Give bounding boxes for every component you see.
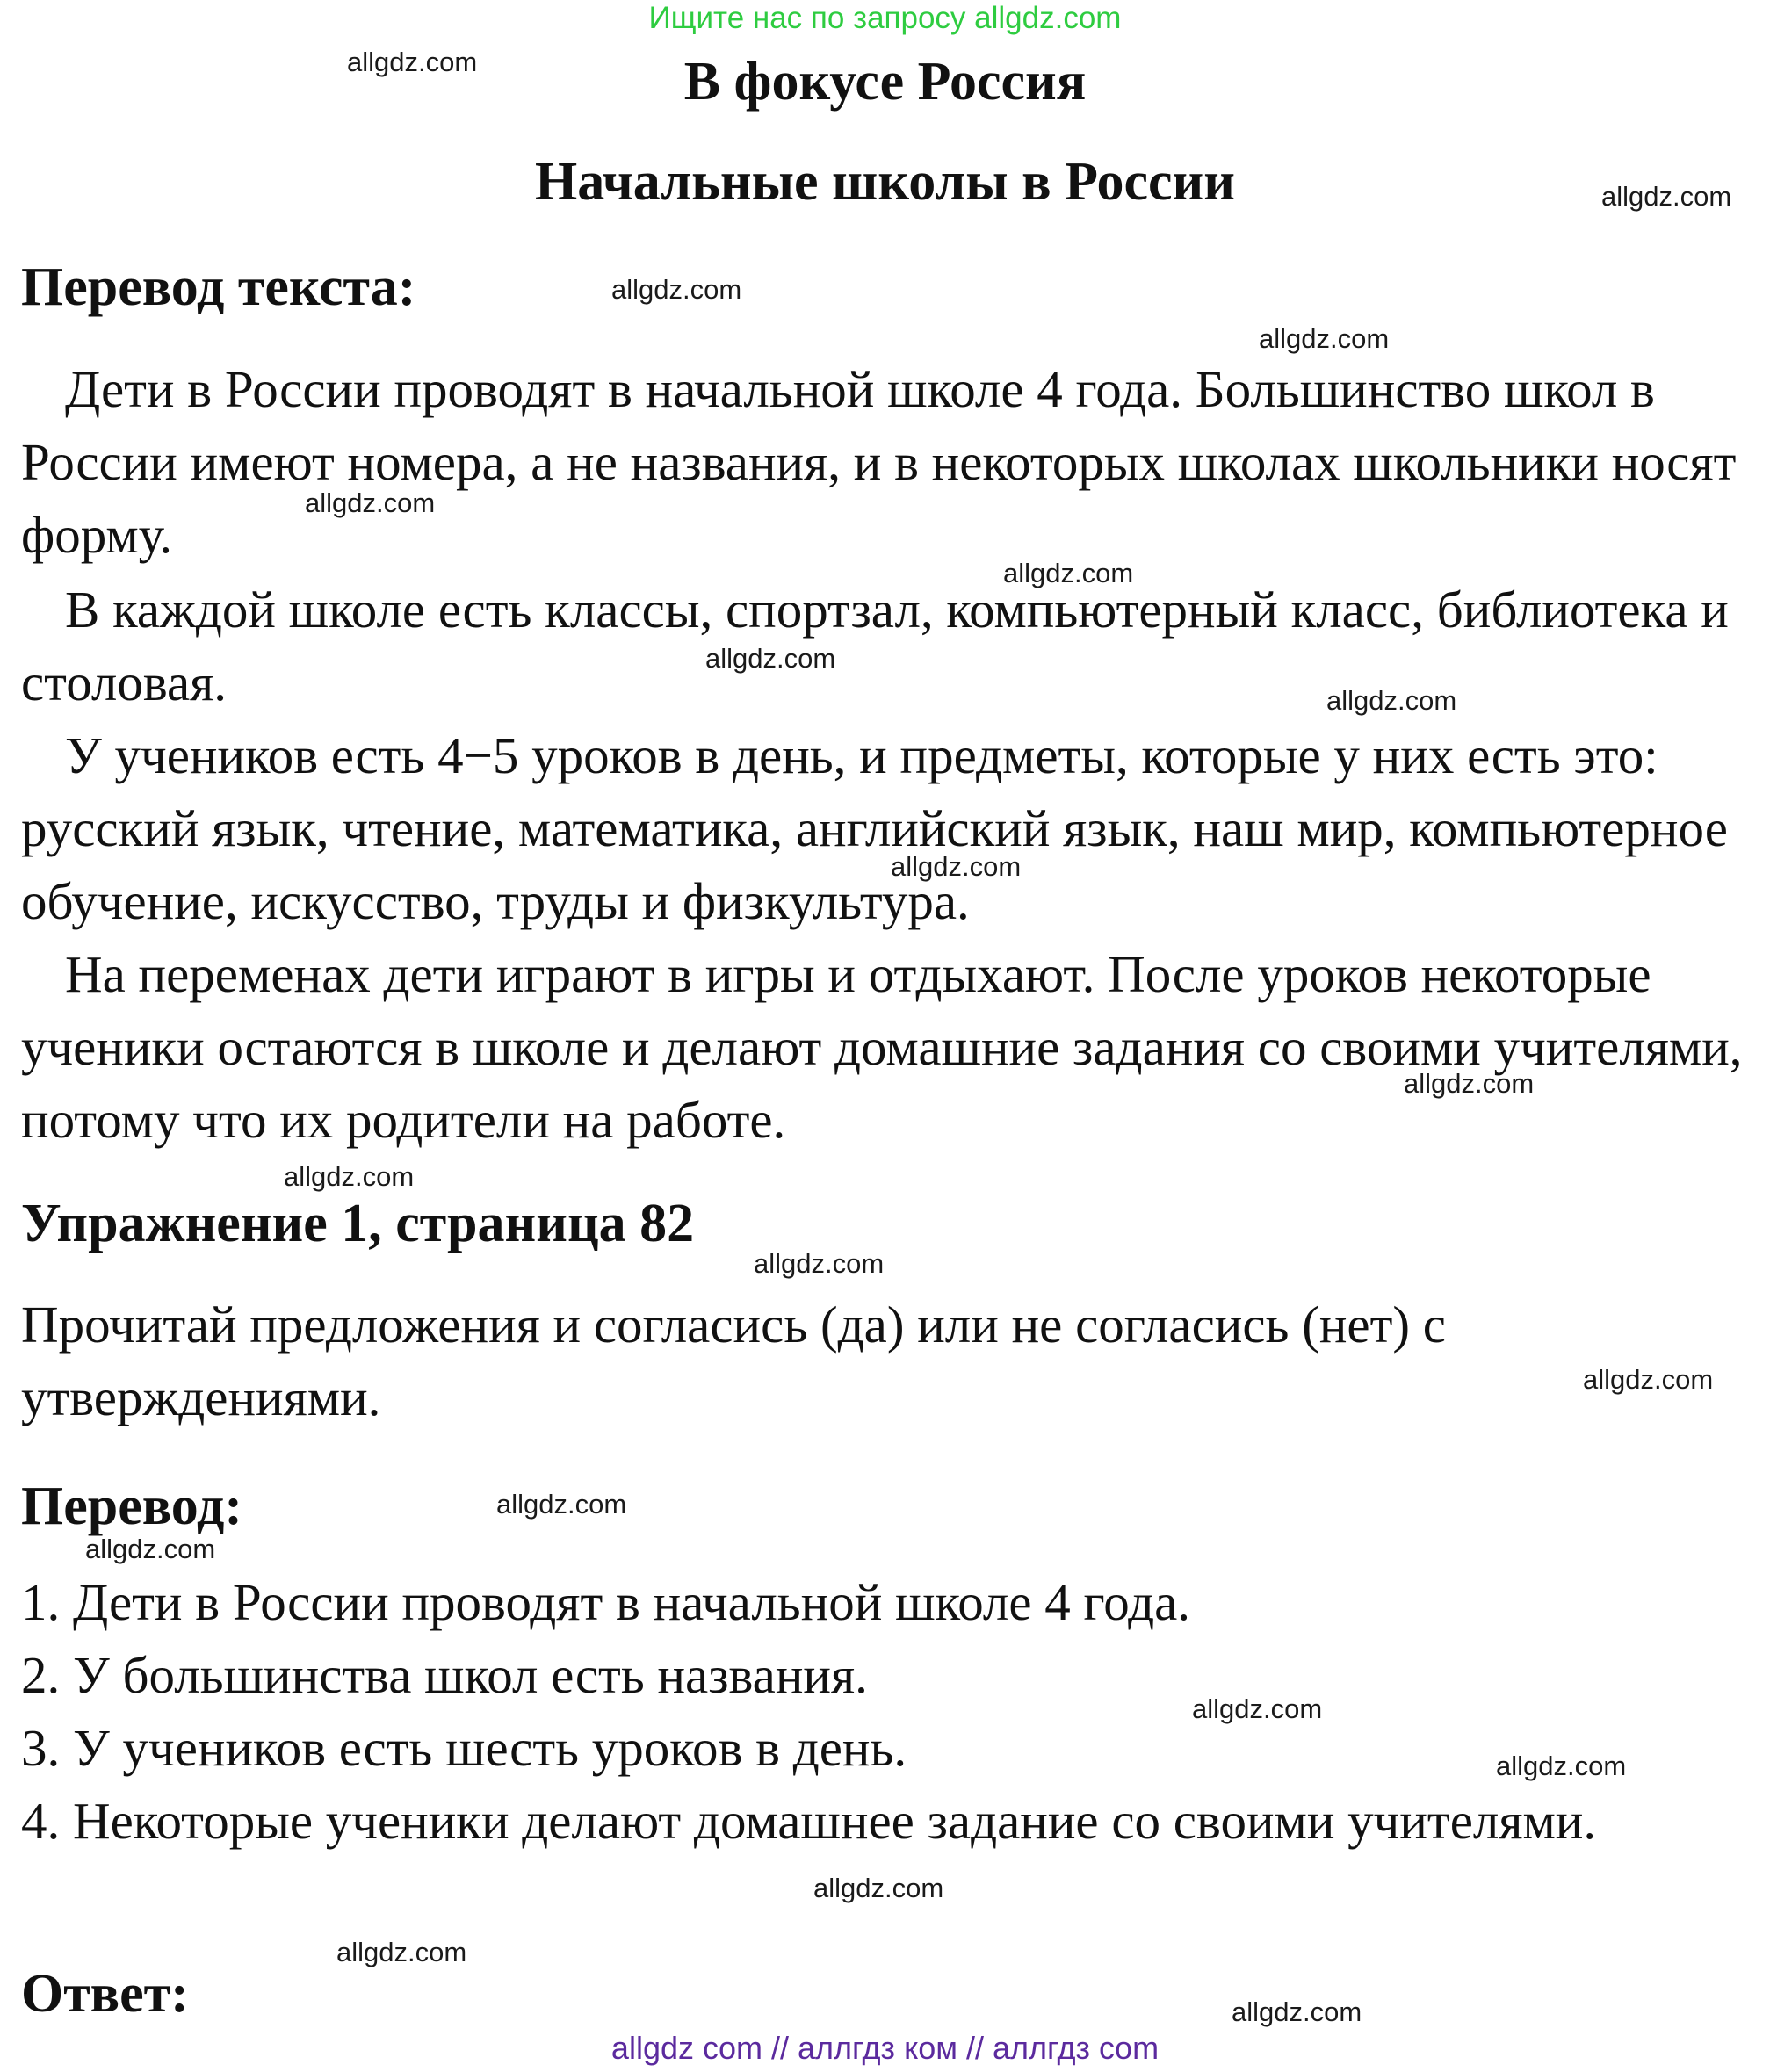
list-item-4: 4. Некоторые ученики делают домашнее задание со своими учителями. [21, 1792, 1597, 1850]
translation-label: Перевод: [21, 1476, 243, 1536]
watermark: allgdz.com [1583, 1364, 1714, 1395]
page-title: В фокусе Россия [683, 52, 1087, 112]
watermark: allgdz.com [1259, 323, 1390, 354]
list-item-3: 3. У учеников есть шесть уроков в день. [21, 1719, 907, 1777]
bottom-banner: allgdz com // аллгдз ком // аллгдз com [610, 2030, 1160, 2066]
paragraph-1: Дети в России проводят в начальной школе 4 года. Большинство школ в России имеют номера, а не названия, и в некоторых школах школьники носят форму. [21, 360, 1737, 564]
paragraph-3: У учеников есть 4−5 уроков в день, и предметы, которые у них есть это: русский язык, чтение, математика, английский язык, наш мир, компьютерное обучение, искусство, труды и физкультура. [21, 726, 1728, 930]
exercise-instruction: Прочитай предложения и согласись (да) или не согласись (нет) с утверждениями. [21, 1296, 1446, 1426]
paragraph-4: На переменах дети играют в игры и отдыхают. После уроков некоторые ученики остаются в школе и делают домашние задания со своими учителями, потому что их родители на работе. [21, 945, 1743, 1149]
watermark: allgdz.com [1232, 1996, 1362, 2027]
list-item-2: 2. У большинства школ есть названия. [21, 1646, 868, 1704]
watermark: allgdz.com [705, 643, 836, 674]
answer-label: Ответ: [21, 1964, 189, 2024]
watermark: allgdz.com [85, 1534, 216, 1564]
watermark: allgdz.com [1601, 181, 1732, 212]
watermark: allgdz.com [1404, 1068, 1535, 1099]
list-item-1: 1. Дети в России проводят в начальной школе 4 года. [21, 1573, 1191, 1631]
translation-heading: Перевод текста: [21, 257, 416, 317]
watermark: allgdz.com [284, 1161, 415, 1192]
watermark: allgdz.com [1003, 558, 1134, 588]
watermark: allgdz.com [347, 47, 478, 77]
paragraph-2: В каждой школе есть классы, спортзал, компьютерный класс, библиотека и столовая. [21, 581, 1729, 711]
watermark: allgdz.com [496, 1489, 627, 1520]
watermark: allgdz.com [305, 487, 436, 518]
top-banner: Ищите нас по запросу allgdz.com [648, 1, 1122, 35]
watermark: allgdz.com [1326, 685, 1457, 716]
watermark: allgdz.com [813, 1873, 944, 1903]
watermark: allgdz.com [336, 1937, 467, 1967]
watermark: allgdz.com [1192, 1693, 1323, 1724]
watermark: allgdz.com [754, 1248, 885, 1279]
watermark: allgdz.com [891, 851, 1022, 882]
page-subtitle: Начальные школы в России [535, 152, 1235, 212]
exercise-heading: Упражнение 1, страница 82 [21, 1194, 695, 1253]
watermark: allgdz.com [611, 274, 742, 305]
watermark: allgdz.com [1496, 1751, 1627, 1781]
